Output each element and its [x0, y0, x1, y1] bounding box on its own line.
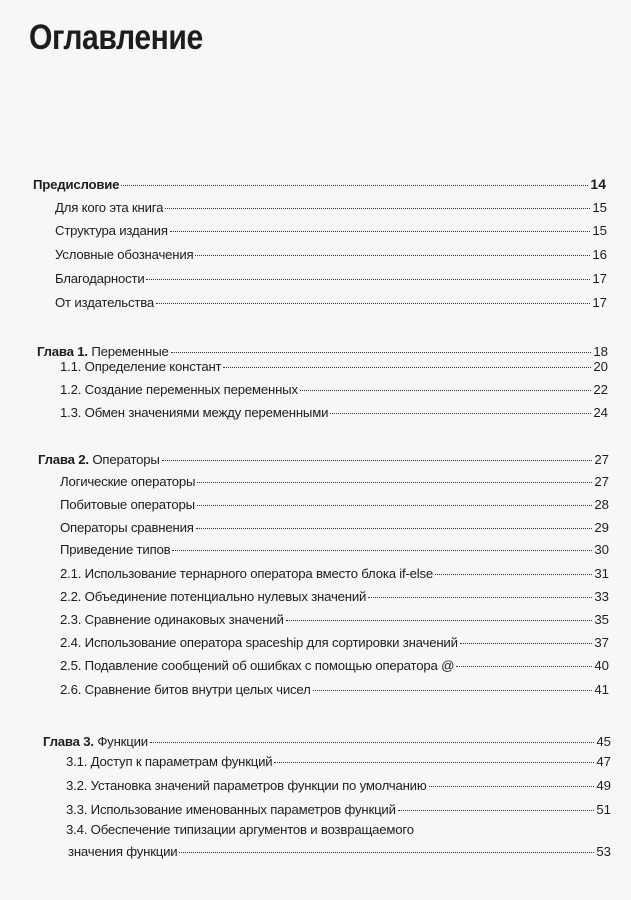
dot-leader	[146, 279, 590, 280]
toc-entry-title: Логические операторы	[60, 474, 196, 489]
toc-entry-title: 1.1. Определение констант	[60, 359, 222, 374]
page-number: 15	[592, 223, 607, 238]
toc-entry-title: 2.4. Использование оператора spaceship для сортировки значений	[60, 635, 458, 650]
toc-entry	[55, 222, 607, 240]
toc-entry	[60, 611, 609, 629]
page-number: 30	[594, 542, 609, 557]
toc-entry-title: 2.2. Объединение потенциально нулевых значений	[60, 589, 367, 604]
page-number: 29	[594, 520, 609, 535]
page-number: 17	[592, 271, 607, 286]
page-number: 17	[592, 295, 607, 310]
toc-entry-title: 3.3. Использование именованных параметров функций	[66, 802, 396, 817]
toc-entry-title: Благодарности	[55, 271, 145, 286]
toc-entry	[43, 733, 611, 751]
page-number: 24	[593, 405, 608, 420]
toc-entry	[33, 175, 606, 193]
chapter-name: Функции	[97, 734, 148, 749]
page-number: 53	[596, 844, 611, 859]
toc-entry-title: Структура издания	[55, 223, 168, 238]
page-number: 51	[596, 802, 611, 817]
toc-entry-title: 3.4. Обеспечение типизации аргументов и возвращаемого	[66, 822, 414, 837]
dot-leader	[121, 185, 588, 186]
dot-leader	[156, 303, 590, 304]
toc-entry	[55, 294, 607, 312]
page-number: 27	[594, 452, 609, 467]
toc-entry	[55, 246, 607, 264]
page-number: 35	[594, 612, 609, 627]
toc-entry-title	[38, 451, 160, 469]
dot-leader	[197, 482, 592, 483]
toc-entry	[38, 451, 609, 469]
dot-leader	[460, 643, 593, 644]
toc-entry	[60, 565, 609, 583]
toc-entry-title: Приведение типов	[60, 542, 171, 557]
page-number: 14	[590, 176, 606, 192]
chapter-number: Глава 1.	[37, 344, 88, 359]
page-number: 31	[594, 566, 609, 581]
dot-leader	[170, 231, 591, 232]
toc-entry-title: 2.6. Сравнение битов внутри целых чисел	[60, 682, 311, 697]
toc-entry	[66, 753, 611, 771]
toc-entry-title: Побитовые операторы	[60, 497, 195, 512]
dot-leader	[162, 460, 593, 461]
dot-leader	[398, 810, 595, 811]
toc-entry-title: 1.3. Обмен значениями между переменными	[60, 405, 329, 420]
dot-leader	[300, 390, 591, 391]
chapter-name: Переменные	[91, 344, 169, 359]
dot-leader	[286, 620, 593, 621]
page-number: 37	[594, 635, 609, 650]
toc-entry	[55, 199, 607, 217]
dot-leader	[179, 852, 594, 853]
page-number: 47	[596, 754, 611, 769]
page-number: 33	[594, 589, 609, 604]
toc-entry-title: 2.5. Подавление сообщений об ошибках с помощью оператора @	[60, 658, 455, 673]
dot-leader	[313, 690, 593, 691]
toc-entry	[60, 657, 609, 675]
toc-entry	[66, 777, 611, 795]
toc-entry-title: Для кого эта книга	[55, 200, 164, 215]
page-number: 28	[594, 497, 609, 512]
page-number: 40	[594, 658, 609, 673]
toc-entry-title	[43, 733, 148, 751]
page-number: 22	[593, 382, 608, 397]
toc-entry-title: 1.2. Создание переменных переменных	[60, 382, 298, 397]
dot-leader	[435, 574, 592, 575]
dot-leader	[368, 597, 592, 598]
toc-entry	[60, 381, 608, 399]
chapter-name: Операторы	[92, 452, 160, 467]
dot-leader	[456, 666, 592, 667]
page-number: 16	[592, 247, 607, 262]
toc-entry-title: 3.1. Доступ к параметрам функций	[66, 754, 273, 769]
toc-entry	[68, 843, 611, 861]
toc-entry-title: Условные обозначения	[55, 247, 194, 262]
dot-leader	[429, 786, 595, 787]
page-number: 15	[592, 200, 607, 215]
toc-entry	[60, 541, 609, 559]
toc-entry-title: Предисловие	[33, 177, 120, 192]
toc-entry-title: 2.1. Использование тернарного оператора вместо блока if-else	[60, 566, 434, 581]
toc-entry	[60, 358, 608, 376]
dot-leader	[195, 255, 590, 256]
page-number: 20	[593, 359, 608, 374]
toc-entry-title: От издательства	[55, 295, 155, 310]
toc-entry	[60, 588, 609, 606]
toc-entry-title: Операторы сравнения	[60, 520, 194, 535]
toc-entry-title: 3.2. Установка значений параметров функции по умолчанию	[66, 778, 427, 793]
dot-leader	[150, 742, 594, 743]
dot-leader	[223, 367, 591, 368]
page-number: 49	[596, 778, 611, 793]
toc-entry	[60, 404, 608, 422]
chapter-number: Глава 2.	[38, 452, 89, 467]
chapter-number: Глава 3.	[43, 734, 94, 749]
page-number: 45	[596, 734, 611, 749]
dot-leader	[172, 550, 592, 551]
dot-leader	[171, 352, 592, 353]
page-title: Оглавление	[29, 18, 203, 57]
dot-leader	[274, 762, 594, 763]
toc-entry	[66, 801, 611, 819]
dot-leader	[196, 528, 593, 529]
page-number: 41	[594, 682, 609, 697]
page-number: 18	[593, 344, 608, 359]
dot-leader	[165, 208, 590, 209]
toc-entry	[60, 681, 609, 699]
dot-leader	[330, 413, 591, 414]
toc-entry	[60, 519, 609, 537]
toc-entry	[60, 473, 609, 491]
toc-entry	[60, 634, 609, 652]
toc-entry-title: 2.3. Сравнение одинаковых значений	[60, 612, 284, 627]
toc-entry-title: значения функции	[68, 844, 178, 859]
dot-leader	[197, 505, 592, 506]
toc-entry	[55, 270, 607, 288]
toc-entry	[60, 496, 609, 514]
page-number: 27	[594, 474, 609, 489]
